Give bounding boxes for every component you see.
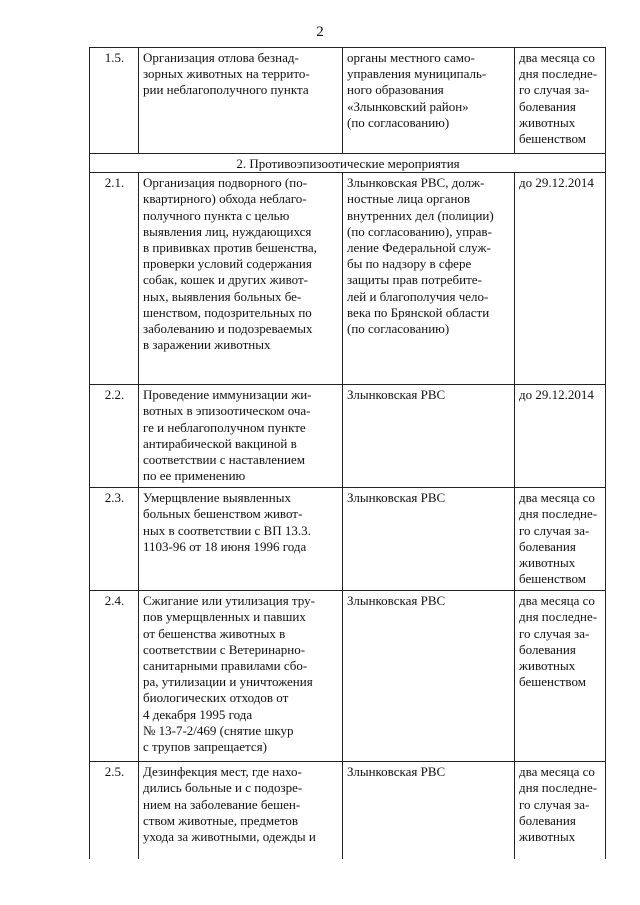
measure-cell-line: Организация подворного (по- [143,175,308,191]
measure-cell [139,591,343,762]
measure-cell-line: соответствии с Ветеринарно- [143,641,306,657]
deadline-cell-line: дня последне- [519,780,598,796]
executor-cell-line: (по согласованию) [347,321,450,337]
measure-cell [139,48,343,154]
deadline-cell [515,173,606,385]
measure-cell-line: дились больные и с подозре- [143,780,303,796]
executor-cell-line: «Злынковский район» [347,98,469,114]
deadline-cell [515,591,606,762]
deadline-cell-line: бешенством [519,131,586,147]
measure-cell-line: получного пункта с целью [143,207,290,223]
executor-cell-line: Злынковская РВС [347,593,446,609]
table-row [90,385,606,488]
deadline-cell [515,762,606,859]
table-row [90,488,606,591]
deadline-cell-line: дня последне- [519,609,598,625]
executor-cell-line: Злынковская РВС, долж- [347,175,485,191]
measure-cell-line: в прививках против бешенства, [143,240,317,256]
executor-cell [343,488,515,591]
executor-cell [343,48,515,154]
row-number: 1.5. [90,48,139,154]
executor-cell-line: ного образования [347,82,444,98]
measure-cell-line: шенством, подозрительных по [143,304,312,320]
section-row [90,154,606,173]
executor-cell-line: ностные лица органов [347,191,471,207]
row-number: 2.1. [90,173,139,385]
table-row [90,48,606,154]
executor-cell-line: защиты прав потребите- [347,272,482,288]
measure-cell-line: рии неблагополучного пункта [143,82,309,98]
measure-cell-line: собак, кошек и других живот- [143,272,308,288]
deadline-cell-line: го случая за- [519,796,590,812]
measure-cell-line: зорных животных на террито- [143,66,310,82]
measure-cell [139,488,343,591]
executor-cell-line: ление Федеральной служ- [347,240,491,256]
measure-cell-line: биологических отходов от [143,690,289,706]
measure-cell-line: № 13-7-2/469 (снятие шкур [143,722,294,738]
measure-cell-line: Организация отлова безнад- [143,50,299,65]
executor-cell-line: лей и благополучия чело- [347,288,489,304]
measure-cell-line: вотных в эпизоотическом оча- [143,403,311,419]
executor-cell-line: Злынковская РВС [347,387,446,403]
measure-cell-line: с трупов запрещается) [143,739,267,755]
executor-cell-line: Злынковская РВС [347,490,446,506]
row-number: 2.3. [90,488,139,591]
measure-cell-line: больных бешенством живот- [143,506,303,522]
executor-cell-line: (по согласованию) [347,114,450,130]
deadline-cell-line: два месяца со [519,764,595,780]
measure-cell-line: по ее применению [143,468,246,484]
measure-cell-line: соответствии с наставлением [143,452,305,468]
measure-cell-line: выявления лиц, нуждающихся [143,223,312,239]
row-number: 2.4. [90,591,139,762]
executor-cell-line: века по Брянской области [347,304,490,320]
deadline-cell-line: два месяца со [519,50,595,65]
deadline-cell-line: болевания [519,641,576,657]
executor-cell-line: управления муниципаль- [347,66,487,82]
deadline-cell [515,48,606,154]
deadline-cell-line: болевания [519,98,576,114]
deadline-cell-line: два месяца со [519,593,595,609]
page-number: 2 [316,24,324,40]
deadline-cell-line: животных [519,555,576,571]
row-number: 2.2. [90,385,139,488]
deadline-cell-line: бешенством [519,674,586,690]
section-heading: 2. Противоэпизоотические мероприятия [90,154,606,173]
measure-cell-line: ге и неблагополучном пункте [143,419,306,435]
deadline-cell-line: животных [519,829,576,845]
measure-cell-line: ра, утилизации и уничтожения [143,674,313,690]
measure-cell-line: Дезинфекция мест, где нахо- [143,764,302,780]
deadline-cell-line: бешенством [519,571,586,587]
executor-cell [343,762,515,859]
measure-cell-line: проверки условий содержания [143,256,312,272]
measure-cell [139,385,343,488]
deadline-cell-line: го случая за- [519,82,590,98]
deadline-cell [515,385,606,488]
measure-cell-line: от бешенства животных в [143,625,286,641]
measure-cell-line: ухода за животными, одежды и [143,829,316,845]
executor-cell [343,173,515,385]
executor-cell [343,385,515,488]
deadline-cell-line: болевания [519,812,576,828]
executor-cell [343,591,515,762]
executor-cell-line: внутренних дел (полиции) [347,207,494,223]
measures-table [89,47,606,859]
measure-cell-line: пов умерщвленных и павших [143,609,306,625]
measure-cell-line: квартирного) обхода неблаго- [143,191,307,207]
deadline-cell-line: дня последне- [519,506,598,522]
deadline-cell-line: до 29.12.2014 [519,175,594,191]
deadline-cell-line: го случая за- [519,625,590,641]
executor-cell-line: (по согласованию), управ- [347,223,492,239]
measure-cell-line: ных, выявления больных бе- [143,288,302,304]
measure-cell [139,173,343,385]
executor-cell-line: Злынковская РВС [347,764,446,780]
measure-cell-line: в заражении животных [143,337,271,353]
measure-cell-line: Проведение иммунизации жи- [143,387,312,403]
deadline-cell [515,488,606,591]
executor-cell-line: бы по надзору в сфере [347,256,472,272]
table-row [90,173,606,385]
deadline-cell-line: два месяца со [519,490,595,506]
deadline-cell-line: го случая за- [519,522,590,538]
measure-cell-line: ством животные, предметов [143,812,299,828]
deadline-cell-line: до 29.12.2014 [519,387,594,403]
table-row [90,591,606,762]
measure-cell-line: Умерщвление выявленных [143,490,291,506]
executor-cell-line: органы местного само- [347,50,475,65]
measure-cell-line: 4 декабря 1995 года [143,706,253,722]
measure-cell-line: заболеванию и подозреваемых [143,321,313,337]
deadline-cell-line: болевания [519,538,576,554]
measure-cell-line: ных в соответствии с ВП 13.3. [143,522,311,538]
measure-cell-line: нием на заболевание бешен- [143,796,301,812]
measure-cell-line: антирабической вакциной в [143,435,297,451]
deadline-cell-line: животных [519,114,576,130]
measure-cell-line: Сжигание или утилизация тру- [143,593,315,609]
measure-cell-line: 1103-96 от 18 июня 1996 года [143,538,307,554]
deadline-cell-line: дня последне- [519,66,598,82]
table-row [90,762,606,859]
measure-cell [139,762,343,859]
deadline-cell-line: животных [519,658,576,674]
row-number: 2.5. [90,762,139,859]
measure-cell-line: санитарными правилами сбо- [143,658,308,674]
